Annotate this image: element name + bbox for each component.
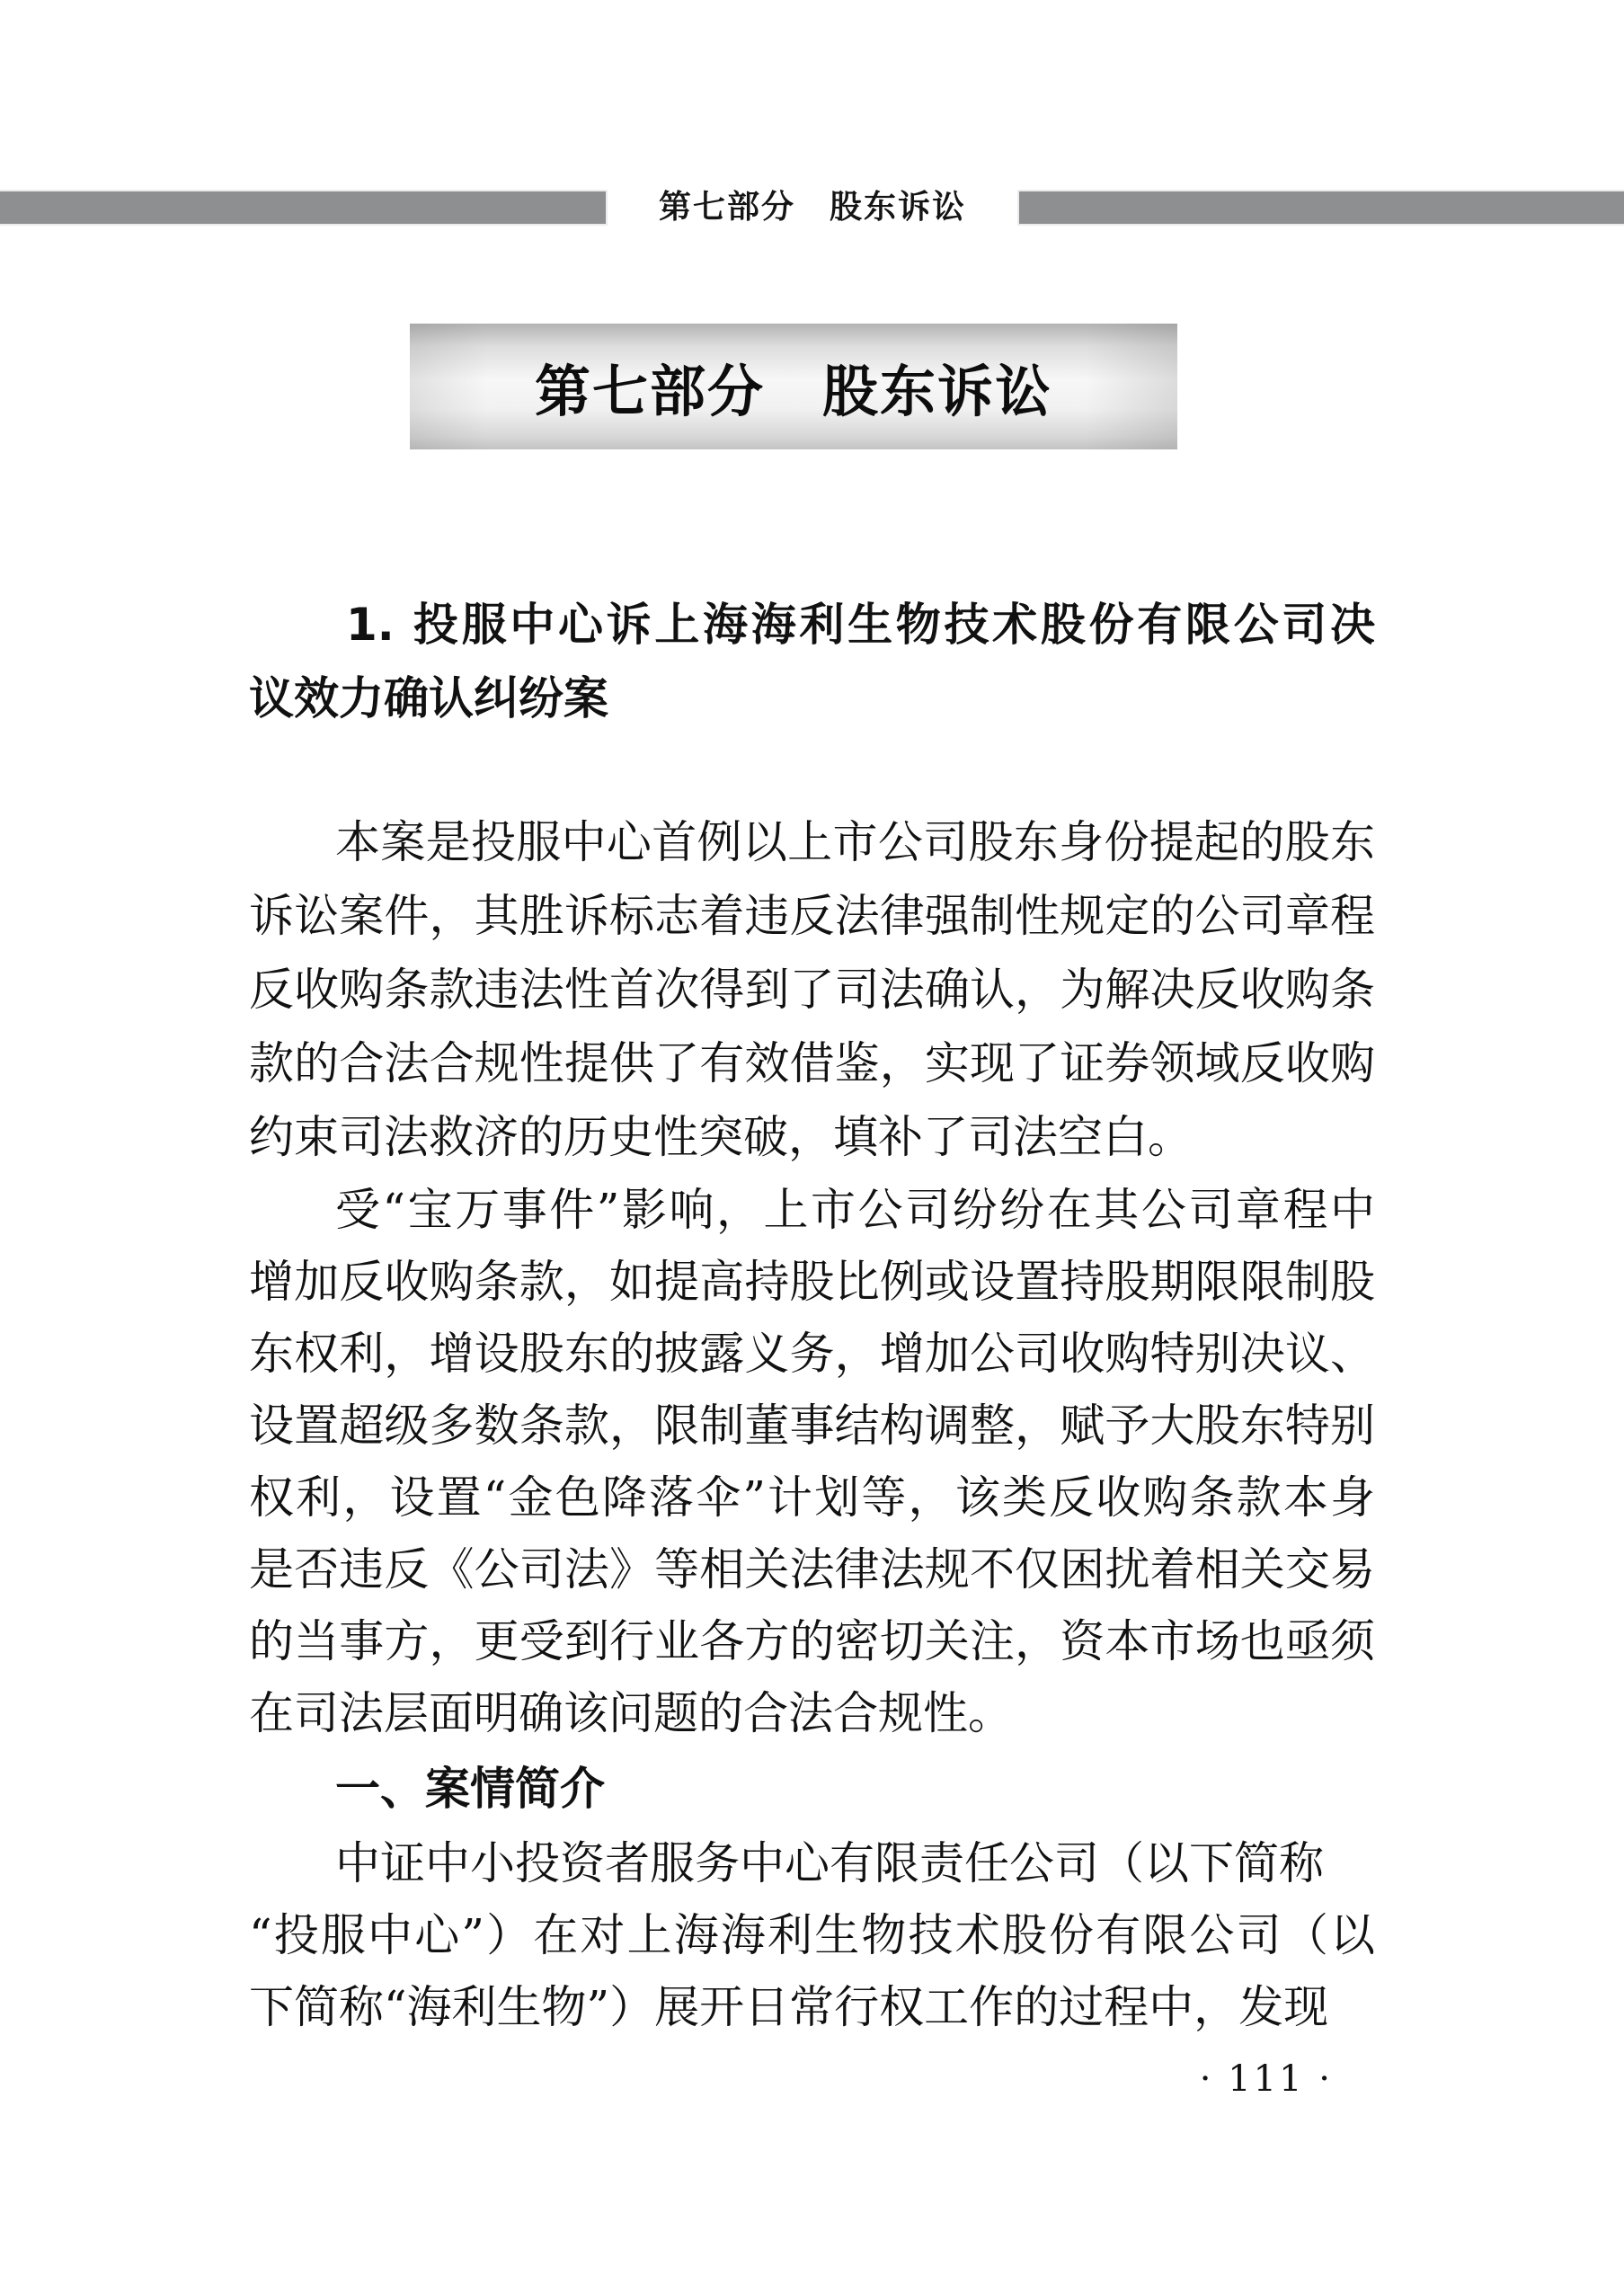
- part-title: 第七部分 股东诉讼: [534, 358, 1052, 424]
- running-header-bar-left: [0, 191, 606, 224]
- running-header-title: 第七部分 股东诉讼: [658, 189, 966, 226]
- paragraph-line: 设置超级多数条款，限制董事结构调整，赋予大股东特别: [249, 1400, 1375, 1452]
- section-heading-line-2: 议效力确认纠纷案: [249, 672, 608, 724]
- page-number: · 111 ·: [1199, 2058, 1333, 2100]
- paragraph-line: 是否违反《公司法》等相关法律法规不仅困扰着相关交易: [249, 1543, 1375, 1595]
- running-header-bar-right: [1019, 191, 1624, 224]
- paragraph-line: 在司法层面明确该问题的合法合规性。: [249, 1687, 1013, 1739]
- paragraph-line: 增加反收购条款，如提高持股比例或设置持股期限限制股: [249, 1256, 1375, 1308]
- paragraph-line: 的当事方，更受到行业各方的密切关注，资本市场也亟须: [249, 1615, 1375, 1667]
- paragraph-line: 约束司法救济的历史性突破，填补了司法空白。: [249, 1111, 1193, 1163]
- body-paragraph-3: [249, 1827, 1375, 2043]
- subsection-heading-label: 一、案情简介: [335, 1763, 605, 1815]
- body-paragraph-1: [249, 805, 1375, 1174]
- paragraph-line: “投服中心”）在对上海海利生物技术股份有限公司（以: [249, 1909, 1375, 1961]
- paragraph-line: 中证中小投资者服务中心有限责任公司（以下简称: [335, 1837, 1324, 1889]
- body-paragraph-2: [249, 1174, 1375, 1749]
- paragraph-line: 本案是投服中心首例以上市公司股东身份提起的股东: [335, 816, 1375, 868]
- subsection-heading: [249, 1753, 1375, 1825]
- paragraph-line: 诉讼案件，其胜诉标志着违反法律强制性规定的公司章程: [249, 890, 1375, 942]
- part-title-banner: [410, 324, 1177, 449]
- paragraph-line: 受“宝万事件”影响，上市公司纷纷在其公司章程中: [335, 1184, 1375, 1236]
- paragraph-line: 下简称“海利生物”）展开日常行权工作的过程中，发现: [249, 1981, 1329, 2033]
- paragraph-line: 权利，设置“金色降落伞”计划等，该类反收购条款本身: [249, 1471, 1375, 1524]
- paragraph-line: 款的合法合规性提供了有效借鉴，实现了证券领域反收购: [249, 1037, 1375, 1089]
- paragraph-line: 反收购条款违法性首次得到了司法确认，为解决反收购条: [249, 964, 1375, 1016]
- section-heading: [249, 588, 1375, 735]
- section-heading-line-1: 1. 投服中心诉上海海利生物技术股份有限公司决: [346, 599, 1375, 651]
- paragraph-line: 东权利，增设股东的披露义务，增加公司收购特别决议、: [249, 1328, 1375, 1380]
